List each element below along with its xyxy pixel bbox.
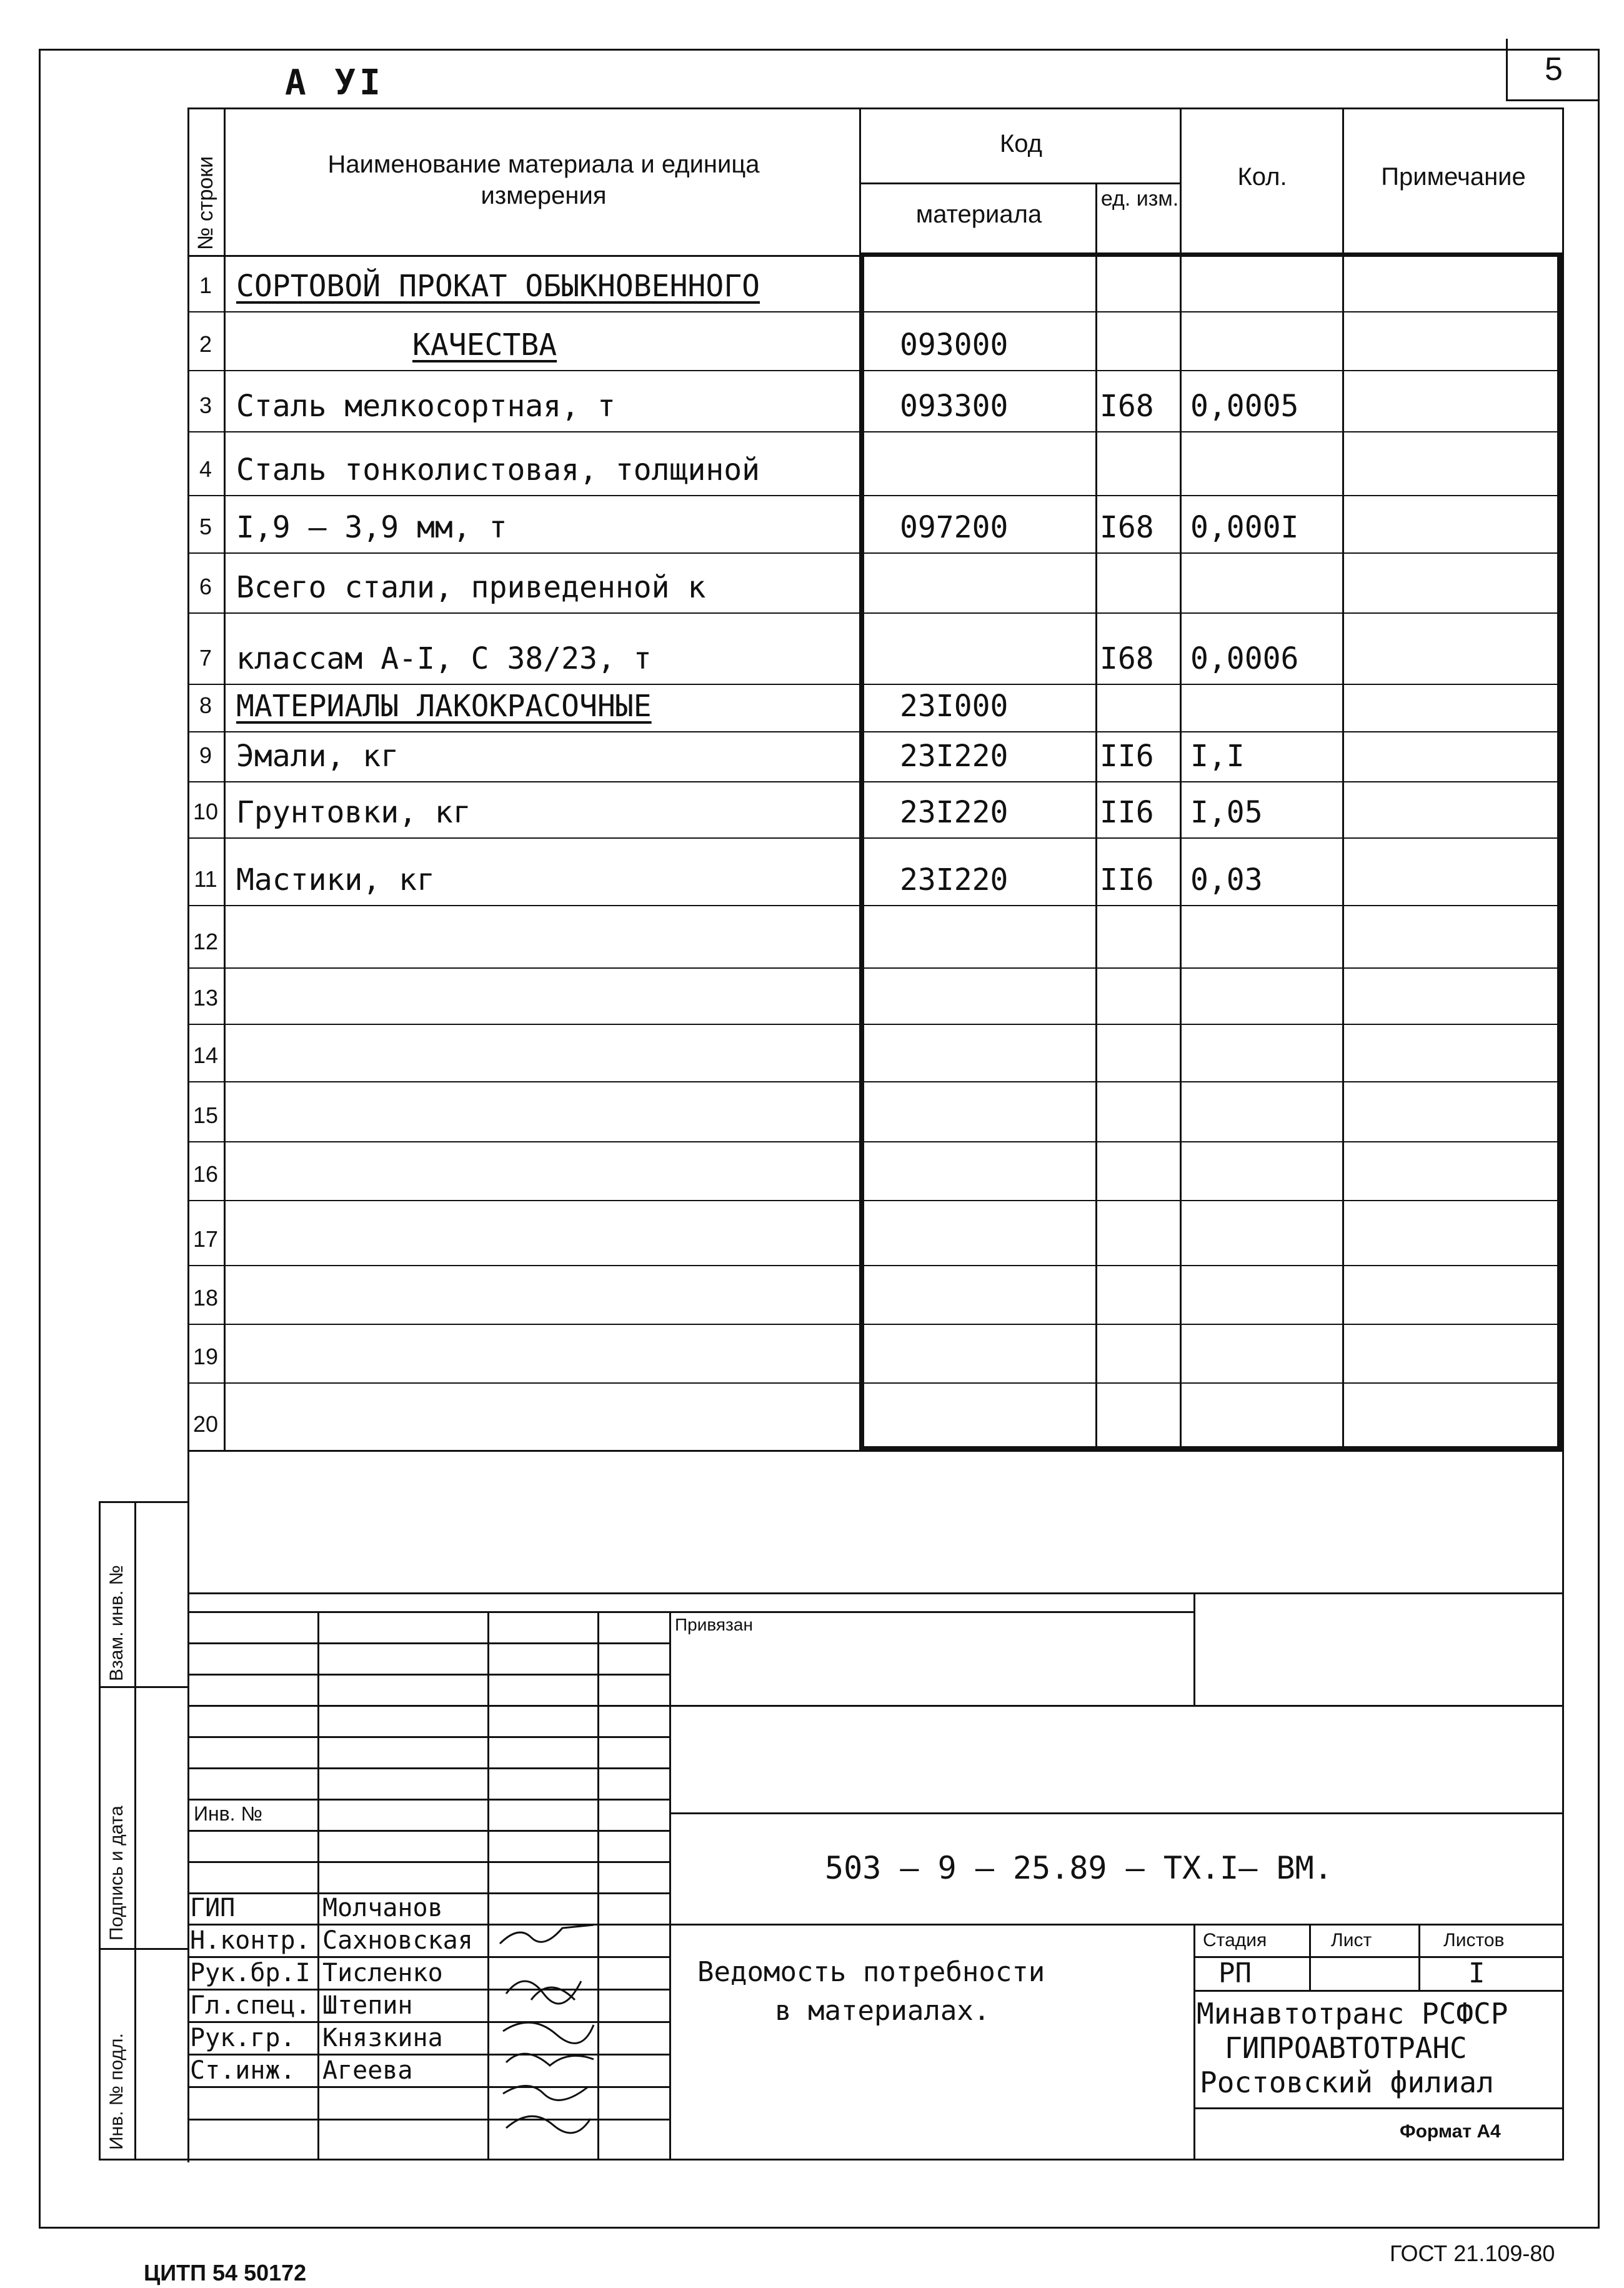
- row-separator: [187, 1382, 1564, 1384]
- row-qty: 0,0006: [1190, 641, 1299, 676]
- row-code: 23I220: [900, 862, 1009, 897]
- thick-left: [859, 255, 864, 1450]
- row-name: Всего стали, приведенной к: [236, 570, 706, 605]
- staff-role: Рук.бр.I: [190, 1959, 311, 1987]
- row-unit: II6: [1100, 795, 1154, 830]
- row-separator: [187, 612, 1564, 614]
- row-number: 9: [199, 742, 212, 768]
- tb-h0: [187, 1611, 1193, 1613]
- table-bottom-line: [187, 1450, 1564, 1452]
- row-unit: I68: [1100, 389, 1154, 424]
- tb-v1: [317, 1611, 319, 2159]
- document-code: 503 – 9 – 25.89 – ТХ.I– ВМ.: [825, 1850, 1333, 1886]
- tb-h6: [187, 1799, 669, 1801]
- stage-h2: [1193, 1990, 1564, 1992]
- row-number: 13: [192, 985, 219, 1011]
- row-separator: [187, 431, 1564, 432]
- row-name: Мастики, кг: [236, 862, 435, 897]
- row-separator: [187, 1081, 1564, 1082]
- row-number: 4: [199, 456, 212, 482]
- tb-h12: [669, 1924, 1564, 1926]
- col-sep-unit: [1180, 107, 1182, 1450]
- tb-v5: [1193, 1592, 1195, 1705]
- row-separator: [187, 905, 1564, 906]
- tb-h8: [187, 1861, 669, 1863]
- sheet-label: Лист: [1331, 1930, 1372, 1951]
- row-name: КАЧЕСТВА: [412, 327, 557, 362]
- row-separator: [187, 552, 1564, 554]
- side-strip-sep1: [99, 1686, 187, 1688]
- row-code: 093300: [900, 389, 1009, 424]
- row-name: I,9 – 3,9 мм, т: [236, 510, 507, 545]
- tb-h3b: [187, 1705, 669, 1707]
- row-separator: [187, 967, 1564, 969]
- stage-label: Стадия: [1203, 1930, 1267, 1951]
- row-separator: [187, 1324, 1564, 1325]
- side-label-inv-podl: Инв. № подл.: [106, 2033, 127, 2150]
- side-strip-inner: [134, 1501, 136, 2159]
- org-branch: Ростовский филиал: [1200, 2066, 1494, 2099]
- header-code: Код: [999, 130, 1042, 157]
- row-code: 23I220: [900, 795, 1009, 830]
- row-name: Сталь мелкосортная, т: [236, 389, 615, 424]
- row-qty: I,I: [1190, 739, 1245, 774]
- row-qty: 0,03: [1190, 862, 1263, 897]
- header-bottom: [187, 255, 1564, 257]
- row-number: 8: [199, 692, 212, 718]
- row-number: 17: [192, 1226, 219, 1252]
- stage-value: РП: [1218, 1957, 1252, 1989]
- header-code-unit: ед. изм.: [1100, 187, 1179, 211]
- row-unit: I68: [1100, 510, 1154, 545]
- drawing-title-line1: Ведомость потребности: [697, 1956, 1045, 1988]
- sheet-code: А УI: [285, 62, 384, 103]
- sheet-frame: [39, 49, 1600, 2229]
- staff-role: Н.контр.: [190, 1926, 311, 1955]
- row-name: классам А-I, С 38/23, т: [236, 641, 652, 676]
- page-number: 5: [1506, 39, 1600, 101]
- staff-role: ГИП: [190, 1894, 236, 1922]
- stage-left: [1193, 1924, 1195, 2159]
- staff-role: Рук.гр.: [190, 2024, 296, 2052]
- row-unit: I68: [1100, 641, 1154, 676]
- row-qty: 0,000I: [1190, 510, 1299, 545]
- sheets-label: Листов: [1443, 1930, 1505, 1951]
- header-note: Примечание: [1381, 163, 1526, 191]
- row-name: Эмали, кг: [236, 739, 399, 774]
- row-name: МАТЕРИАЛЫ ЛАКОКРАСОЧНЫЕ: [236, 689, 652, 724]
- side-strip-sep2: [99, 1948, 187, 1950]
- header-code-sep: [859, 182, 1180, 184]
- inv-no-label: Инв. №: [194, 1802, 262, 1825]
- row-separator: [187, 1265, 1564, 1266]
- tb-v2: [487, 1611, 489, 2159]
- staff-name: Агеева: [322, 2056, 413, 2085]
- row-number: 15: [192, 1102, 219, 1128]
- row-unit: II6: [1100, 739, 1154, 774]
- row-number: 14: [192, 1042, 219, 1068]
- tb-h5: [187, 1767, 669, 1769]
- tb-h9: [669, 1812, 1564, 1814]
- staff-name: Тисленко: [322, 1959, 443, 1987]
- footer-gost: ГОСТ 21.109-80: [1390, 2241, 1555, 2266]
- drawing-title-line2: в материалах.: [775, 1995, 990, 2027]
- thick-right: [1557, 255, 1562, 1450]
- org-bottom: [1193, 2107, 1564, 2109]
- row-separator: [187, 684, 1564, 685]
- row-number: 19: [192, 1344, 219, 1369]
- row-number: 5: [199, 514, 212, 539]
- row-name: СОРТОВОЙ ПРОКАТ ОБЫКНОВЕННОГО: [236, 269, 760, 304]
- row-separator: [187, 370, 1564, 371]
- sheets-value: I: [1468, 1957, 1485, 1989]
- row-name: Сталь тонколистовая, толщиной: [236, 452, 760, 487]
- side-label-vzam: Взам. инв. №: [106, 1565, 127, 1681]
- row-number: 16: [192, 1161, 219, 1187]
- tb-h3: [669, 1705, 1564, 1707]
- col-sep-rowno: [224, 107, 226, 1450]
- side-strip-left: [99, 1501, 101, 2159]
- col-sep-code: [1095, 182, 1097, 1450]
- side-strip-top: [99, 1501, 187, 1503]
- row-separator: [187, 1141, 1564, 1142]
- row-code: 23I220: [900, 739, 1009, 774]
- tb-h1: [187, 1642, 669, 1644]
- org-ministry: Минавтотранс РСФСР: [1197, 1997, 1508, 2031]
- header-name: Наименование материала и единица измерения: [327, 151, 760, 209]
- header-code-material: материала: [915, 201, 1042, 228]
- row-number: 12: [192, 929, 219, 954]
- row-separator: [187, 311, 1564, 312]
- row-separator: [187, 1200, 1564, 1201]
- row-separator: [187, 1024, 1564, 1025]
- org-institute: ГИПРОАВТОТРАНС: [1225, 2031, 1467, 2065]
- row-number: 18: [192, 1285, 219, 1311]
- row-name: Грунтовки, кг: [236, 795, 471, 830]
- row-number: 3: [199, 392, 212, 418]
- format-label: Формат А4: [1400, 2121, 1501, 2142]
- row-code: 093000: [900, 327, 1009, 362]
- staff-name: Штепин: [322, 1991, 413, 2020]
- header-qty: Кол.: [1237, 163, 1287, 191]
- header-top: [187, 107, 1564, 109]
- row-code: 097200: [900, 510, 1009, 545]
- signatures-image: [494, 1900, 600, 2150]
- col-sep-qty: [1342, 107, 1344, 1450]
- privyazan-top-line: [187, 1592, 1564, 1594]
- staff-role: Ст.инж.: [190, 2056, 296, 2085]
- row-number: 20: [192, 1411, 219, 1437]
- row-separator: [187, 731, 1564, 732]
- row-qty: I,05: [1190, 795, 1263, 830]
- header-row-no: № строки: [194, 156, 217, 250]
- row-separator: [187, 837, 1564, 839]
- staff-name: Молчанов: [322, 1894, 443, 1922]
- tb-h2: [187, 1674, 669, 1676]
- side-label-podpis: Подпись и дата: [106, 1806, 127, 1941]
- row-separator: [187, 781, 1564, 782]
- row-number: 10: [192, 799, 219, 824]
- staff-name: Князкина: [322, 2024, 443, 2052]
- table-right-border: [1562, 107, 1564, 2159]
- tb-h7: [187, 1830, 669, 1832]
- staff-role: Гл.спец.: [190, 1991, 311, 2020]
- tb-h4: [187, 1736, 669, 1738]
- row-code: 23I000: [900, 689, 1009, 724]
- staff-name: Сахновская: [322, 1926, 473, 1955]
- row-number: 2: [199, 331, 212, 357]
- row-number: 6: [199, 574, 212, 599]
- bottom-line: [99, 2159, 1564, 2161]
- table-left-border: [187, 107, 189, 2162]
- row-separator: [187, 495, 1564, 496]
- privyazan-label: Привязан: [675, 1615, 753, 1634]
- row-number: 1: [199, 272, 212, 298]
- row-unit: II6: [1100, 862, 1154, 897]
- row-number: 11: [194, 866, 217, 892]
- row-qty: 0,0005: [1190, 389, 1299, 424]
- footer-code: ЦИТП 54 50172: [144, 2260, 307, 2286]
- row-number: 7: [199, 645, 212, 671]
- tb-v4: [669, 1611, 671, 2159]
